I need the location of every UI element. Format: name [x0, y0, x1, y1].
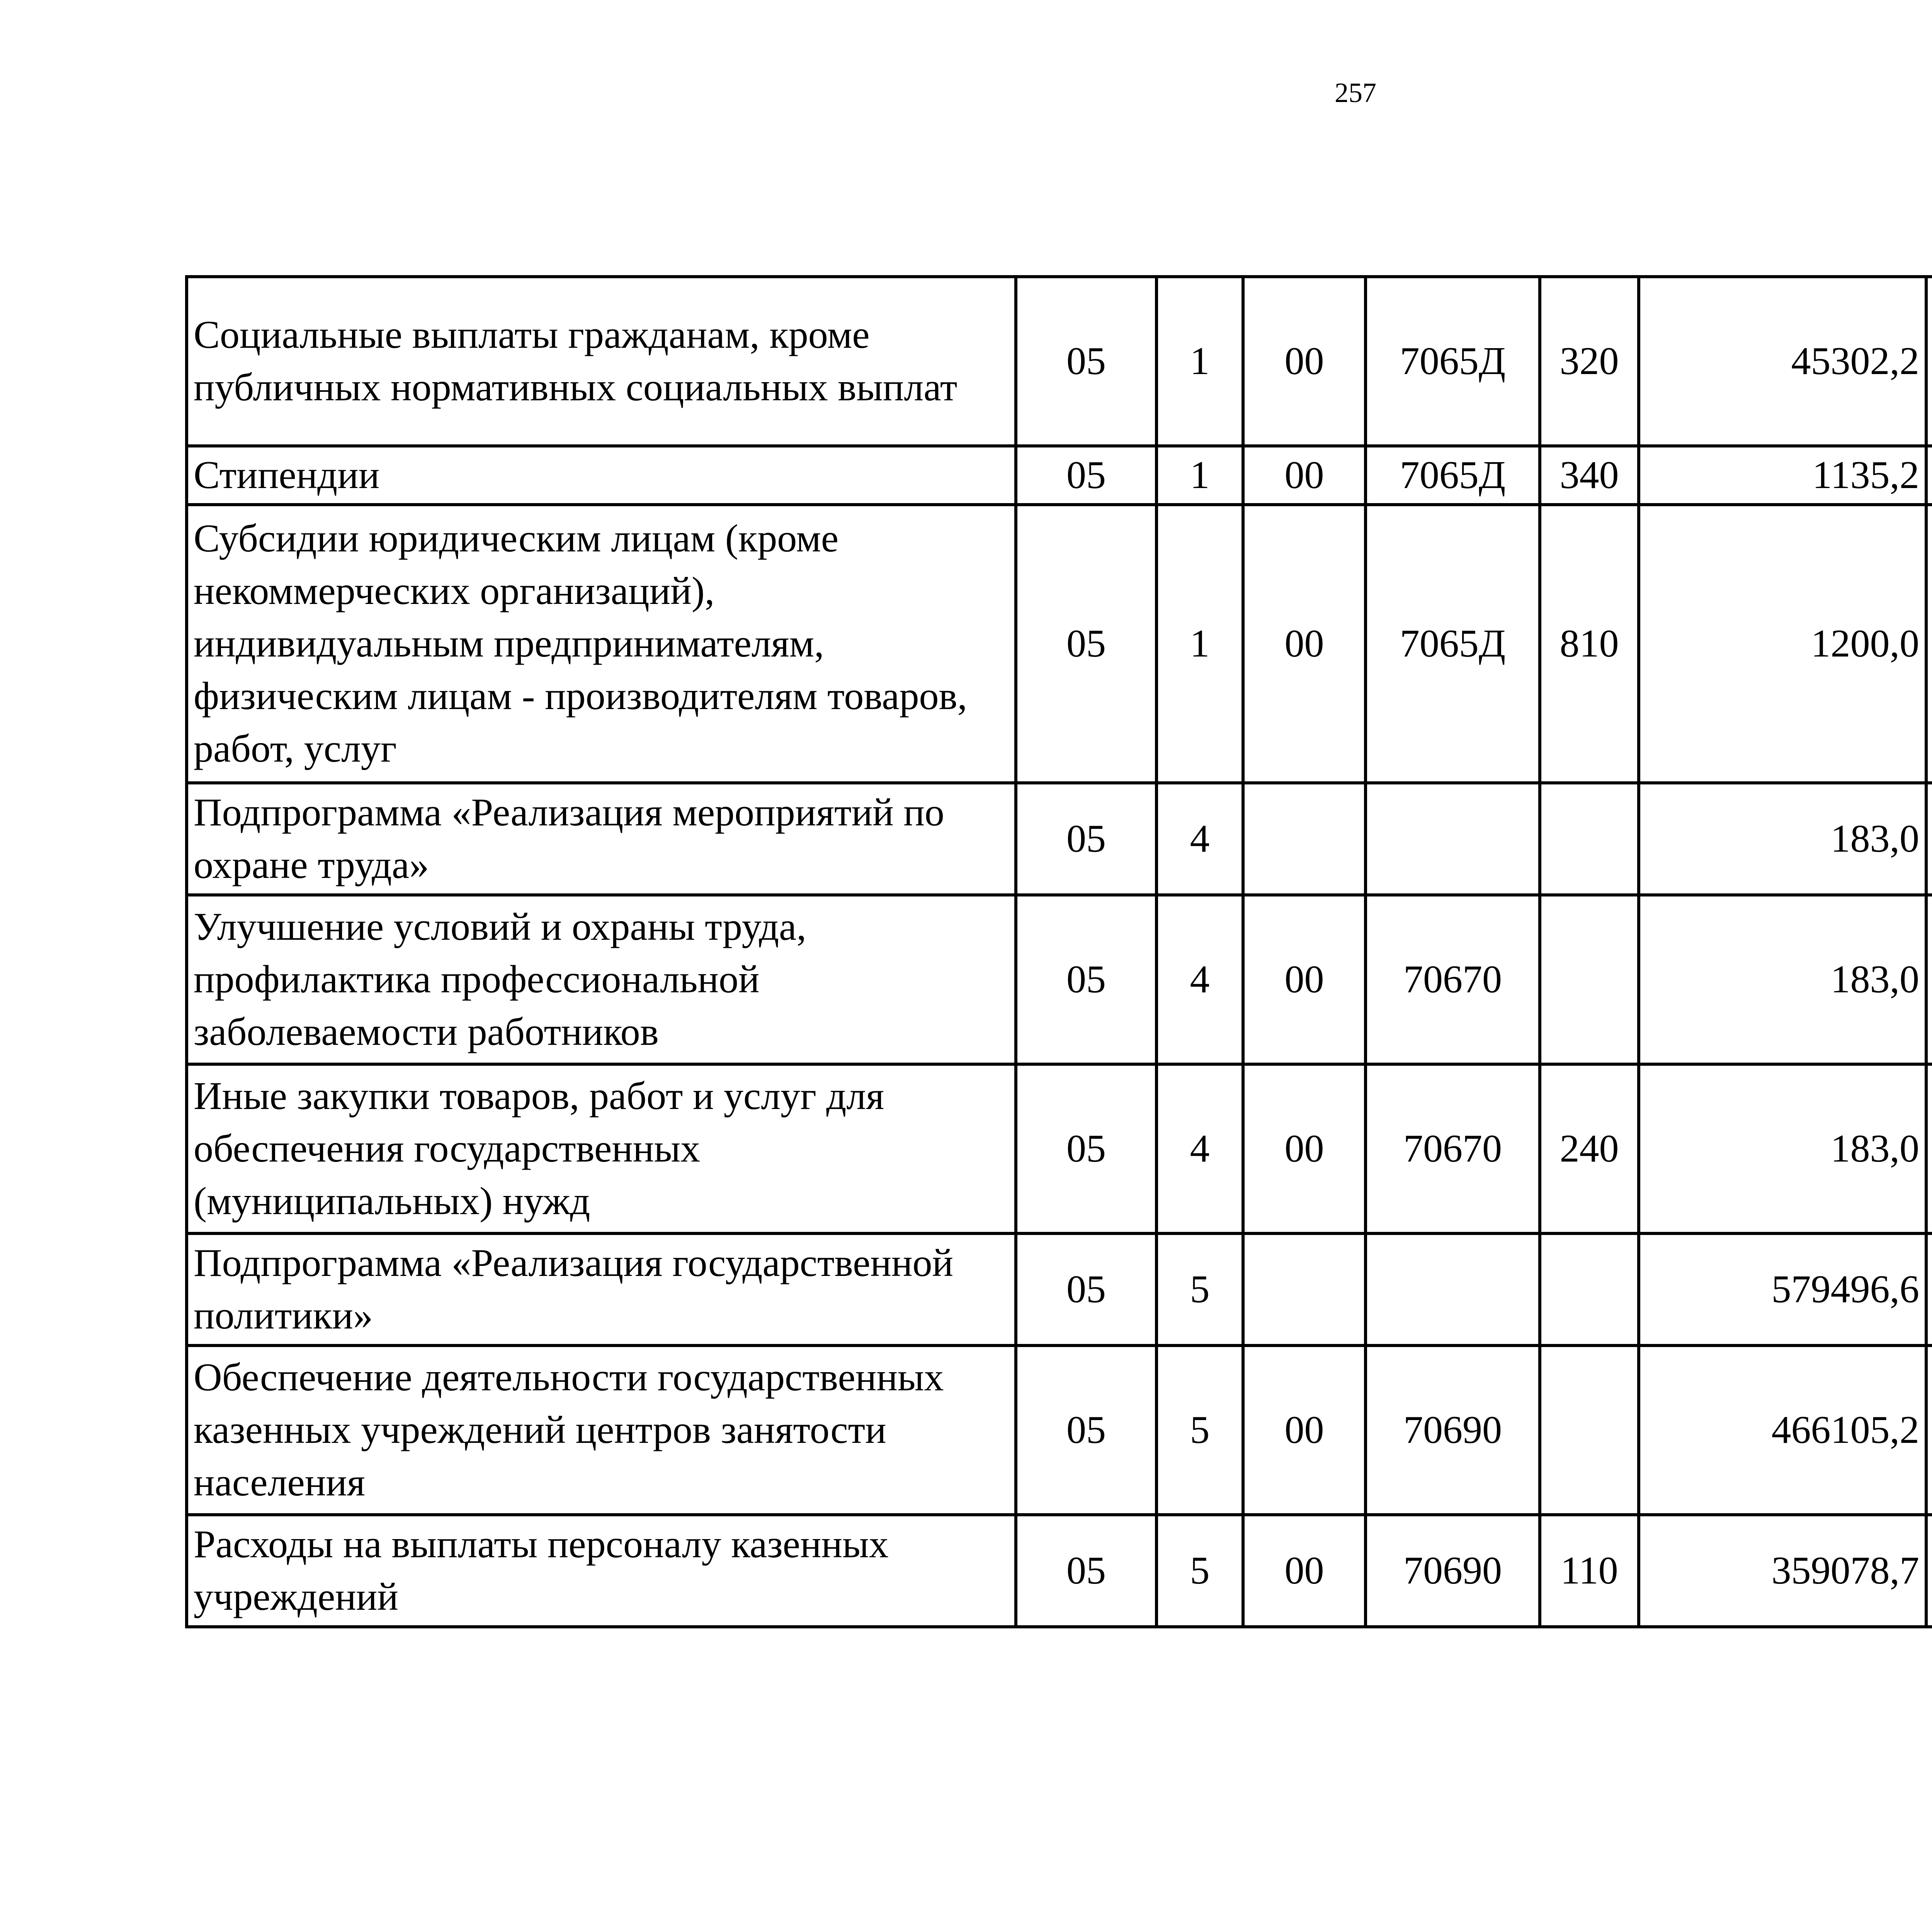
direction-code: 00: [1243, 1515, 1366, 1627]
budget-table: [185, 275, 1932, 1628]
direction-code: [1243, 783, 1366, 895]
amount-year-2: [1926, 505, 1932, 783]
target-article-code: 70690: [1366, 1515, 1540, 1627]
amount-year-2: [1926, 1345, 1932, 1515]
amount-year-1: 1135,2: [1639, 446, 1926, 505]
row-name: Подпрограмма «Реализация государственной политики»: [187, 1233, 1016, 1345]
amount-year-2: [1926, 1515, 1932, 1627]
direction-code: 00: [1243, 1345, 1366, 1515]
expense-type-code: 110: [1540, 1515, 1639, 1627]
section-code: 05: [1016, 783, 1156, 895]
row-name: Подпрограмма «Реализация мероприятий по охране труда»: [187, 783, 1016, 895]
expense-type-code: 810: [1540, 505, 1639, 783]
expense-type-code: 240: [1540, 1064, 1639, 1233]
amount-year-1: 45302,2: [1639, 277, 1926, 446]
subprogram-code: 5: [1156, 1515, 1243, 1627]
page-number: 257: [1335, 77, 1376, 108]
row-name: Стипендии: [187, 446, 1016, 505]
subprogram-code: 5: [1156, 1345, 1243, 1515]
row-name: Обеспечение деятельности государственных казенных учреждений центров занятости населения: [187, 1345, 1016, 1515]
amount-year-2: [1926, 277, 1932, 446]
direction-code: [1243, 1233, 1366, 1345]
section-code: 05: [1016, 1064, 1156, 1233]
subprogram-code: 1: [1156, 277, 1243, 446]
target-article-code: 7065Д: [1366, 446, 1540, 505]
row-name: Социальные выплаты гражданам, кроме публичных нормативных социальных выплат: [187, 277, 1016, 446]
section-code: 05: [1016, 1515, 1156, 1627]
amount-year-1: 183,0: [1639, 783, 1926, 895]
subprogram-code: 5: [1156, 1233, 1243, 1345]
target-article-code: 7065Д: [1366, 277, 1540, 446]
expense-type-code: 320: [1540, 277, 1639, 446]
section-code: 05: [1016, 1345, 1156, 1515]
expense-type-code: 340: [1540, 446, 1639, 505]
section-code: 05: [1016, 446, 1156, 505]
target-article-code: 70670: [1366, 1064, 1540, 1233]
section-code: 05: [1016, 1233, 1156, 1345]
amount-year-2: [1926, 1233, 1932, 1345]
row-name: Улучшение условий и охраны труда, профилактика профессиональной заболеваемости работников: [187, 895, 1016, 1064]
row-name: Иные закупки товаров, работ и услуг для обеспечения государственных (муниципальных) нужд: [187, 1064, 1016, 1233]
row-name: Расходы на выплаты персоналу казенных учреждений: [187, 1515, 1016, 1627]
section-code: 05: [1016, 895, 1156, 1064]
expense-type-code: [1540, 783, 1639, 895]
subprogram-code: 4: [1156, 895, 1243, 1064]
table-row: [187, 1515, 1932, 1627]
expense-type-code: [1540, 1345, 1639, 1515]
subprogram-code: 1: [1156, 505, 1243, 783]
amount-year-1: 1200,0: [1639, 505, 1926, 783]
subprogram-code: 1: [1156, 446, 1243, 505]
amount-year-1: 359078,7: [1639, 1515, 1926, 1627]
table-row: [187, 1233, 1932, 1345]
direction-code: 00: [1243, 446, 1366, 505]
section-code: 05: [1016, 505, 1156, 783]
table-row: [187, 1345, 1932, 1515]
expense-type-code: [1540, 1233, 1639, 1345]
amount-year-1: 466105,2: [1639, 1345, 1926, 1515]
direction-code: 00: [1243, 505, 1366, 783]
amount-year-2: [1926, 446, 1932, 505]
table-row: [187, 277, 1932, 446]
table-row: [187, 446, 1932, 505]
amount-year-1: 183,0: [1639, 895, 1926, 1064]
amount-year-1: 183,0: [1639, 1064, 1926, 1233]
target-article-code: [1366, 1233, 1540, 1345]
target-article-code: 7065Д: [1366, 505, 1540, 783]
subprogram-code: 4: [1156, 1064, 1243, 1233]
direction-code: 00: [1243, 277, 1366, 446]
amount-year-1: 579496,6: [1639, 1233, 1926, 1345]
target-article-code: 70690: [1366, 1345, 1540, 1515]
target-article-code: 70670: [1366, 895, 1540, 1064]
amount-year-2: [1926, 783, 1932, 895]
table-row: [187, 783, 1932, 895]
table-row: [187, 505, 1932, 783]
section-code: 05: [1016, 277, 1156, 446]
table-row: [187, 895, 1932, 1064]
row-name: Субсидии юридическим лицам (кроме некоммерческих организаций), индивидуальным предпринимателям, физическим лицам - производителям товаров, работ, услуг: [187, 505, 1016, 783]
subprogram-code: 4: [1156, 783, 1243, 895]
direction-code: 00: [1243, 1064, 1366, 1233]
direction-code: 00: [1243, 895, 1366, 1064]
amount-year-2: [1926, 1064, 1932, 1233]
table-row: [187, 1064, 1932, 1233]
expense-type-code: [1540, 895, 1639, 1064]
target-article-code: [1366, 783, 1540, 895]
amount-year-2: [1926, 895, 1932, 1064]
